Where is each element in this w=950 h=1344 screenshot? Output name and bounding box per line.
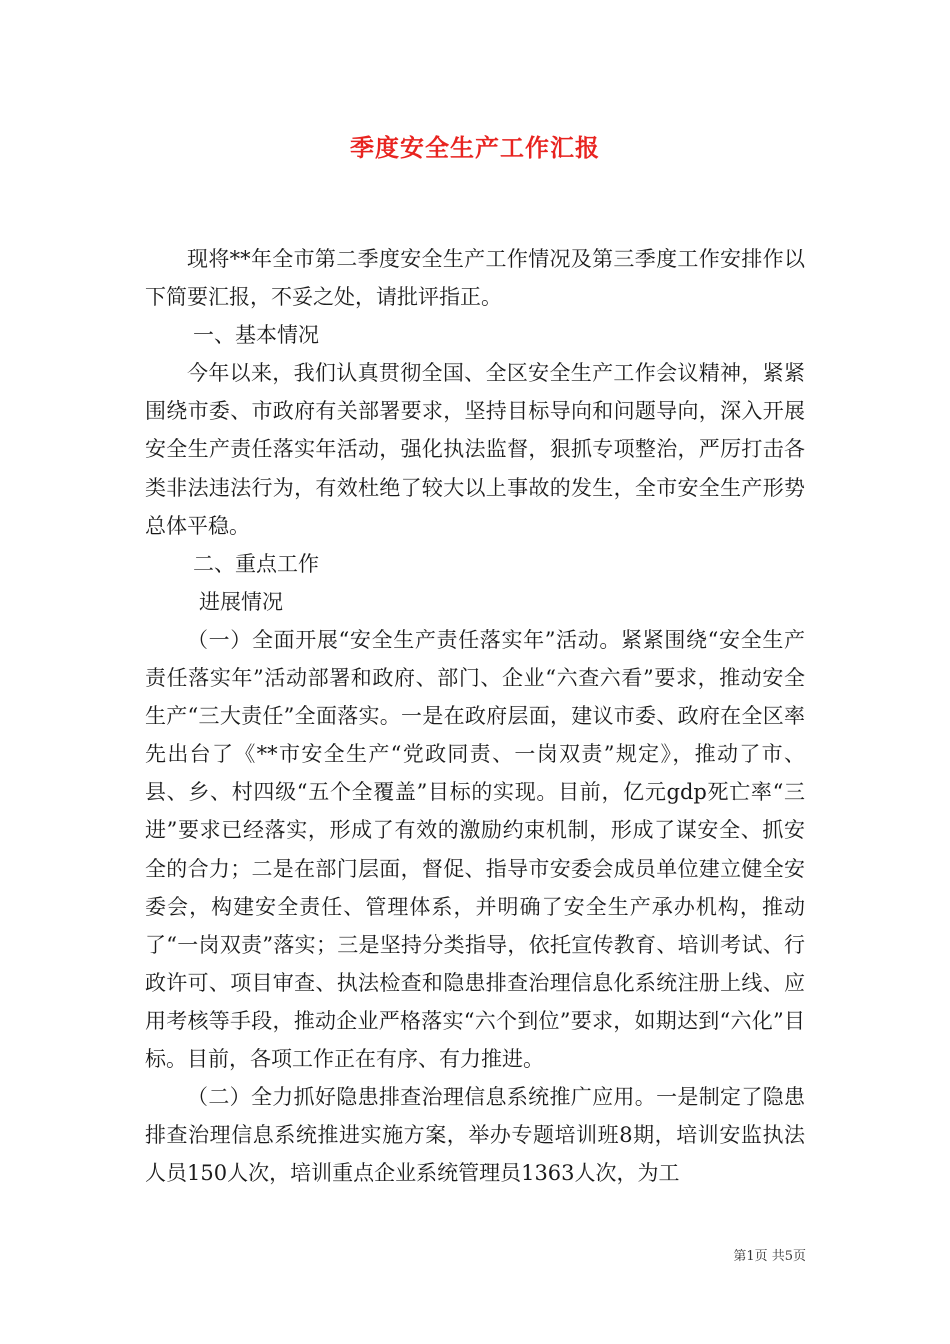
section-heading-key-work: 二、重点工作 bbox=[193, 551, 319, 576]
document-title: 季度安全生产工作汇报 bbox=[350, 133, 600, 162]
document-body bbox=[145, 240, 805, 1192]
intro-paragraph: 现将**年全市第二季度安全生产工作情况及第三季度工作安排作以下简要汇报，不妥之处，请批评指正。 bbox=[145, 247, 805, 310]
section-heading-basic: 一、基本情况 bbox=[193, 323, 319, 348]
item-one-paragraph: （一）全面开展“安全生产责任落实年”活动。紧紧围绕“安全生产责任落实年”活动部署和政府、部门、企业“六查六看”要求，推动安全生产“三大责任”全面落实。一是在政府层面，建议市委、政府在全区率先出台了《**市安全生产“党政同责、一岗双责”规定》，推动了市、县、乡、村四级“五个全覆盖”目标的实现。目前，亿元gdp死亡率“三进”要求已经落实，形成了有效的激励约束机制，形成了谋安全、抓安全的合力；二是在部门层面，督促、指导市安委会成员单位建立健全安委会，构建安全责任、管理体系，并明确了安全生产承办机构，推动了“一岗双责”落实；三是坚持分类指导，依托宣传教育、培训考试、行政许可、项目审查、执法检查和隐患排查治理信息化系统注册上线、应用考核等手段，推动企业严格落实“六个到位”要求，如期达到“六化”目标。目前，各项工作正在有序、有力推进。 bbox=[145, 627, 805, 1071]
item-two-paragraph: （二）全力抓好隐患排查治理信息系统推广应用。一是制定了隐患排查治理信息系统推进实施方案，举办专题培训班8期，培训安监执法人员150人次，培训重点企业系统管理员1363人次，为工 bbox=[145, 1085, 805, 1186]
section-basic-paragraph: 今年以来，我们认真贯彻全国、全区安全生产工作会议精神，紧紧围绕市委、市政府有关部署要求，坚持目标导向和问题导向，深入开展安全生产责任落实年活动，强化执法监督，狠抓专项整治，严厉打击各类非法违法行为，有效杜绝了较大以上事故的发生，全市安全生产形势总体平稳。 bbox=[145, 361, 805, 538]
section-subheading-progress: 进展情况 bbox=[199, 589, 283, 614]
page-number-footer: 第1页 共5页 bbox=[733, 1249, 806, 1264]
